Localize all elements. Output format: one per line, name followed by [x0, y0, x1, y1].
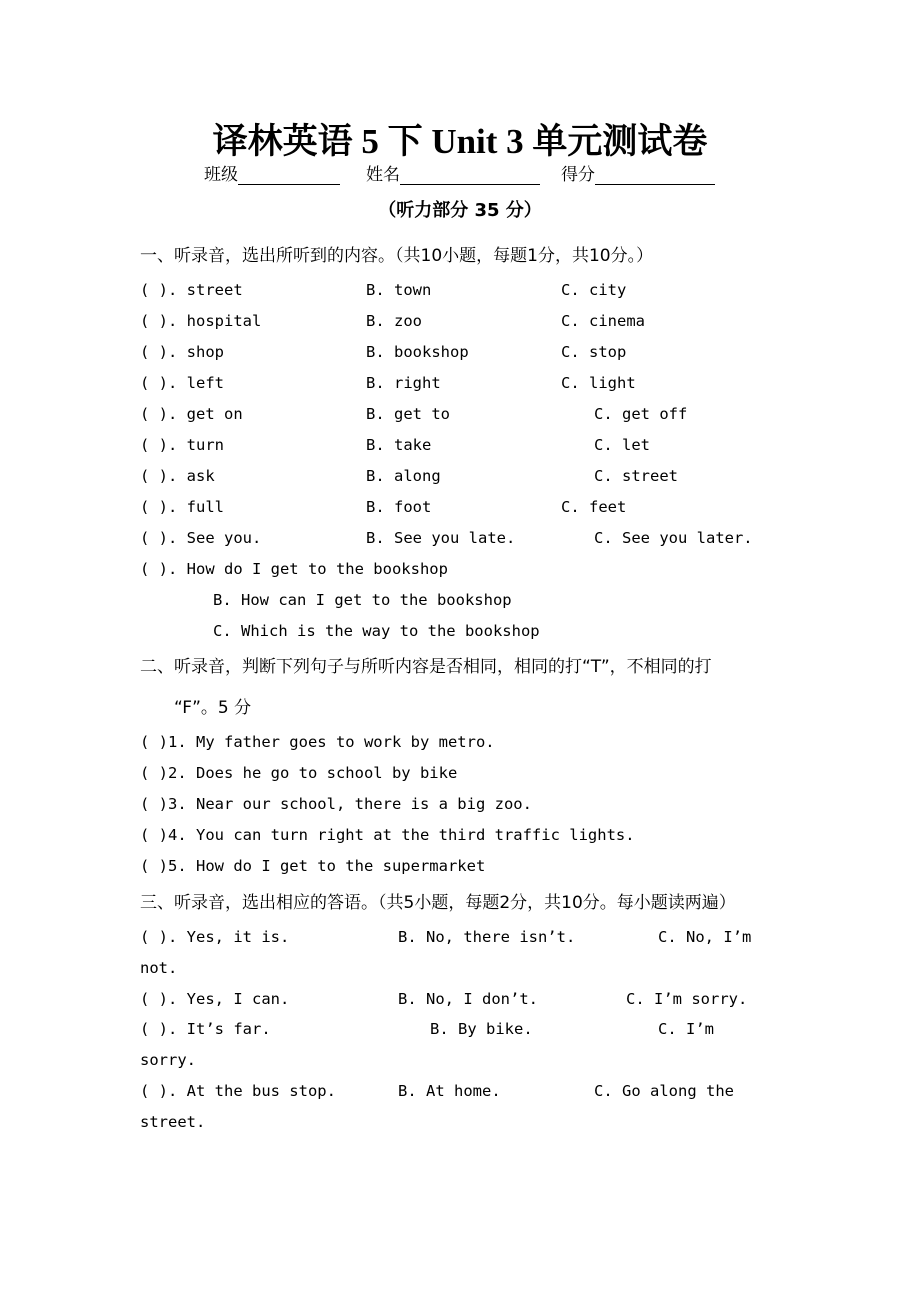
part1-item-10-b — [0, 591, 920, 615]
part1-item-10-c — [0, 622, 920, 646]
part2-item-5 — [0, 857, 920, 881]
option-b: B. foot — [366, 498, 432, 516]
option-c: C. light — [561, 374, 636, 392]
name-field — [366, 160, 540, 185]
option-c: C. cinema — [561, 312, 645, 330]
listening-subtitle: （听力部分 35 分） — [378, 200, 542, 221]
part1-item-9 — [0, 529, 920, 553]
statement: ( )2. Does he go to school by bike — [140, 764, 458, 782]
option-c: C. stop — [561, 343, 627, 361]
part1-item-1 — [0, 281, 920, 305]
part1-item-4 — [0, 374, 920, 398]
part3-item-4-wrap — [0, 1113, 920, 1137]
statement: ( )1. My father goes to work by metro. — [140, 733, 495, 751]
option-c: C. city — [561, 281, 627, 299]
option-c: C. I’m sorry. — [626, 990, 748, 1008]
option-c: C. No, I’m — [658, 928, 752, 946]
option-a: ( ). At the bus stop. — [140, 1082, 336, 1100]
option-a: ( ). See you. — [140, 529, 262, 547]
part2-item-4 — [0, 826, 920, 850]
option-b: B. See you late. — [366, 529, 516, 547]
part2-item-2 — [0, 764, 920, 788]
option-a: ( ). left — [140, 374, 224, 392]
class-field — [204, 160, 340, 185]
part2-item-3 — [0, 795, 920, 819]
option-c: C. feet — [561, 498, 627, 516]
option-a: ( ). hospital — [140, 312, 262, 330]
option-c: C. I’m — [658, 1020, 714, 1038]
part1-heading: 一、听录音，选出所听到的内容。（共10小题，每题1分，共10分。） — [140, 246, 654, 266]
name-blank[interactable] — [400, 166, 540, 185]
part2-heading-cont: “F”。5 分 — [174, 698, 252, 718]
option-a: ( ). street — [140, 281, 243, 299]
option-b: B. town — [366, 281, 432, 299]
option-c: C. street — [594, 467, 678, 485]
part1-item-5 — [0, 405, 920, 429]
option-b: B. bookshop — [366, 343, 469, 361]
part3-item-1 — [0, 928, 920, 952]
part2-item-1 — [0, 733, 920, 757]
part1-item-2 — [0, 312, 920, 336]
option-a: ( ). get on — [140, 405, 243, 423]
statement: ( )5. How do I get to the supermarket — [140, 857, 486, 875]
option-b: B. along — [366, 467, 441, 485]
page-title: 译林英语 5 下 Unit 3 单元测试卷 — [212, 122, 708, 161]
part2-heading: 二、听录音，判断下列句子与所听内容是否相同，相同的打“T”，不相同的打 — [140, 657, 712, 677]
part1-item-7 — [0, 467, 920, 491]
part3-item-3 — [0, 1020, 920, 1044]
option-b: B. No, I don’t. — [398, 990, 538, 1008]
part1-item-6 — [0, 436, 920, 460]
option-a: ( ). It’s far. — [140, 1020, 271, 1038]
option-b: B. get to — [366, 405, 450, 423]
option-b: B. right — [366, 374, 441, 392]
option-a: ( ). shop — [140, 343, 224, 361]
option-b: B. No, there isn’t. — [398, 928, 576, 946]
option-b: B. How can I get to the bookshop — [213, 591, 512, 609]
option-b: B. At home. — [398, 1082, 501, 1100]
option-c: C. Go along the — [594, 1082, 734, 1100]
statement: ( )4. You can turn right at the third traffic lights. — [140, 826, 635, 844]
option-b: B. take — [366, 436, 432, 454]
class-label: 班级 — [204, 165, 238, 185]
option-a: ( ). full — [140, 498, 224, 516]
part1-item-3 — [0, 343, 920, 367]
option-a: ( ). Yes, I can. — [140, 990, 290, 1008]
option-a: ( ). How do I get to the bookshop — [140, 560, 448, 578]
class-blank[interactable] — [238, 166, 340, 185]
part3-item-1-wrap — [0, 959, 920, 983]
option-c-wrap: sorry. — [140, 1051, 196, 1069]
part3-item-4 — [0, 1082, 920, 1106]
part1-item-8 — [0, 498, 920, 522]
option-c-wrap: street. — [140, 1113, 206, 1131]
option-c: C. Which is the way to the bookshop — [213, 622, 540, 640]
part3-heading: 三、听录音，选出相应的答语。（共5小题，每题2分，共10分。每小题读两遍） — [140, 893, 736, 913]
option-c: C. See you later. — [594, 529, 753, 547]
part3-item-2 — [0, 990, 920, 1014]
part3-item-3-wrap — [0, 1051, 920, 1075]
option-a: ( ). Yes, it is. — [140, 928, 290, 946]
name-label: 姓名 — [366, 165, 400, 185]
score-field — [561, 160, 715, 185]
option-b: B. zoo — [366, 312, 422, 330]
part1-item-10 — [0, 560, 920, 584]
option-c-wrap: not. — [140, 959, 178, 977]
statement: ( )3. Near our school, there is a big zoo. — [140, 795, 532, 813]
option-a: ( ). turn — [140, 436, 224, 454]
option-c: C. let — [594, 436, 650, 454]
score-blank[interactable] — [595, 166, 715, 185]
option-c: C. get off — [594, 405, 688, 423]
score-label: 得分 — [561, 165, 595, 185]
option-a: ( ). ask — [140, 467, 215, 485]
option-b: B. By bike. — [430, 1020, 533, 1038]
